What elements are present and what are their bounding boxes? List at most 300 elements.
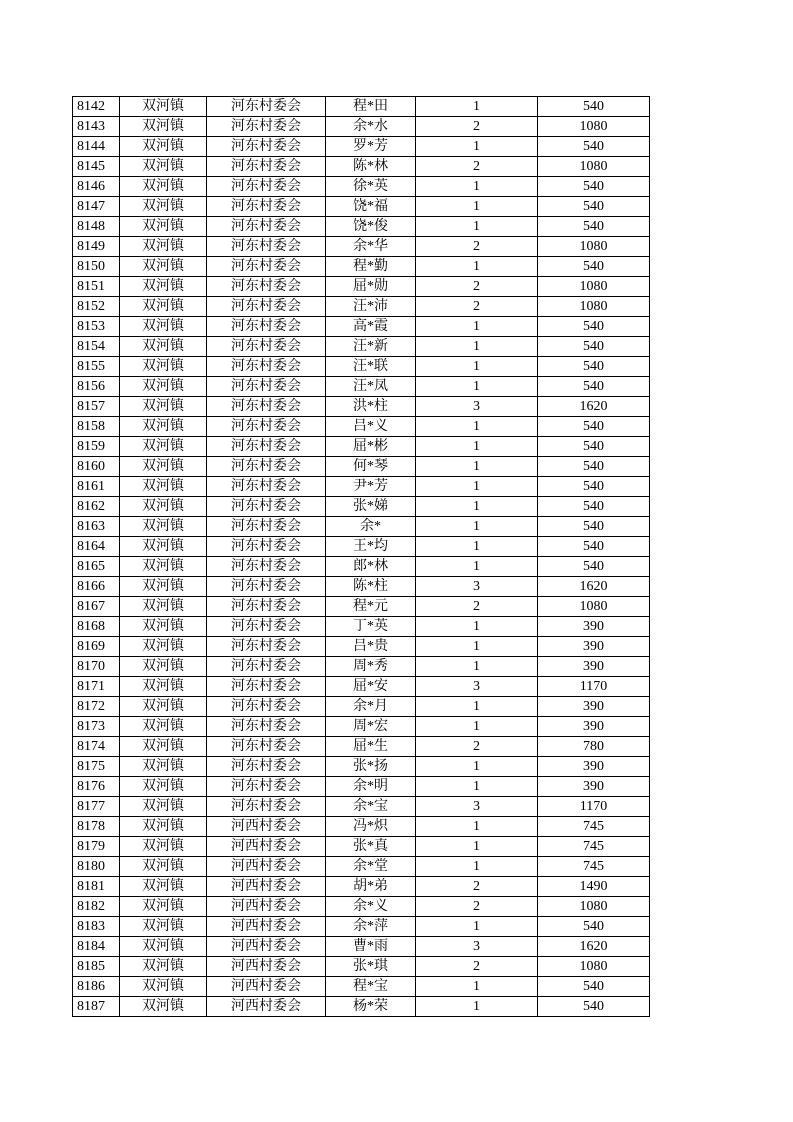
table-row (73, 677, 650, 697)
cell-village-committee: 河东村委会 (207, 537, 326, 557)
cell-town: 双河镇 (120, 837, 207, 857)
cell-town: 双河镇 (120, 857, 207, 877)
cell-count: 2 (416, 597, 538, 617)
cell-row-number: 8175 (73, 757, 120, 777)
cell-person-name: 汪*凤 (326, 377, 416, 397)
cell-count: 1 (416, 717, 538, 737)
cell-village-committee: 河东村委会 (207, 737, 326, 757)
cell-person-name: 屈*安 (326, 677, 416, 697)
table-row (73, 217, 650, 237)
cell-row-number: 8156 (73, 377, 120, 397)
cell-count: 1 (416, 97, 538, 117)
cell-town: 双河镇 (120, 97, 207, 117)
table-row (73, 697, 650, 717)
table-body (73, 97, 650, 1017)
cell-row-number: 8178 (73, 817, 120, 837)
cell-row-number: 8185 (73, 957, 120, 977)
cell-town: 双河镇 (120, 737, 207, 757)
cell-village-committee: 河东村委会 (207, 477, 326, 497)
cell-village-committee: 河东村委会 (207, 757, 326, 777)
cell-village-committee: 河东村委会 (207, 337, 326, 357)
cell-village-committee: 河东村委会 (207, 257, 326, 277)
cell-count: 2 (416, 237, 538, 257)
cell-amount: 1620 (538, 577, 650, 597)
cell-person-name: 尹*芳 (326, 477, 416, 497)
cell-amount: 1080 (538, 297, 650, 317)
cell-row-number: 8174 (73, 737, 120, 757)
cell-count: 1 (416, 457, 538, 477)
cell-town: 双河镇 (120, 457, 207, 477)
table-row (73, 597, 650, 617)
table-row (73, 277, 650, 297)
cell-town: 双河镇 (120, 997, 207, 1017)
cell-count: 2 (416, 117, 538, 137)
table-row (73, 297, 650, 317)
cell-count: 2 (416, 277, 538, 297)
table-row (73, 357, 650, 377)
cell-village-committee: 河西村委会 (207, 957, 326, 977)
cell-count: 1 (416, 657, 538, 677)
cell-count: 1 (416, 497, 538, 517)
cell-amount: 540 (538, 217, 650, 237)
cell-amount: 390 (538, 637, 650, 657)
cell-amount: 1170 (538, 797, 650, 817)
table-row (73, 197, 650, 217)
cell-count: 1 (416, 477, 538, 497)
cell-amount: 540 (538, 497, 650, 517)
cell-row-number: 8146 (73, 177, 120, 197)
cell-row-number: 8157 (73, 397, 120, 417)
cell-village-committee: 河东村委会 (207, 517, 326, 537)
cell-count: 1 (416, 757, 538, 777)
cell-row-number: 8179 (73, 837, 120, 857)
table-row (73, 777, 650, 797)
cell-town: 双河镇 (120, 197, 207, 217)
cell-count: 1 (416, 337, 538, 357)
cell-village-committee: 河西村委会 (207, 837, 326, 857)
cell-town: 双河镇 (120, 517, 207, 537)
cell-town: 双河镇 (120, 817, 207, 837)
table-row (73, 757, 650, 777)
cell-row-number: 8168 (73, 617, 120, 637)
table-row (73, 377, 650, 397)
cell-count: 1 (416, 357, 538, 377)
cell-row-number: 8147 (73, 197, 120, 217)
cell-amount: 540 (538, 417, 650, 437)
cell-count: 1 (416, 177, 538, 197)
cell-amount: 540 (538, 257, 650, 277)
cell-town: 双河镇 (120, 497, 207, 517)
cell-village-committee: 河东村委会 (207, 217, 326, 237)
cell-row-number: 8155 (73, 357, 120, 377)
cell-village-committee: 河东村委会 (207, 677, 326, 697)
cell-count: 1 (416, 537, 538, 557)
cell-count: 2 (416, 157, 538, 177)
cell-count: 1 (416, 197, 538, 217)
cell-village-committee: 河西村委会 (207, 897, 326, 917)
cell-village-committee: 河东村委会 (207, 237, 326, 257)
cell-village-committee: 河东村委会 (207, 697, 326, 717)
cell-row-number: 8148 (73, 217, 120, 237)
table-row (73, 517, 650, 537)
cell-village-committee: 河东村委会 (207, 157, 326, 177)
cell-town: 双河镇 (120, 337, 207, 357)
table-row (73, 657, 650, 677)
cell-person-name: 胡*弟 (326, 877, 416, 897)
cell-town: 双河镇 (120, 577, 207, 597)
table-row (73, 237, 650, 257)
cell-town: 双河镇 (120, 677, 207, 697)
cell-count: 1 (416, 517, 538, 537)
cell-person-name: 徐*英 (326, 177, 416, 197)
cell-village-committee: 河东村委会 (207, 357, 326, 377)
cell-town: 双河镇 (120, 977, 207, 997)
table-row (73, 117, 650, 137)
cell-row-number: 8151 (73, 277, 120, 297)
cell-row-number: 8158 (73, 417, 120, 437)
cell-town: 双河镇 (120, 297, 207, 317)
cell-person-name: 汪*新 (326, 337, 416, 357)
table-row (73, 937, 650, 957)
cell-village-committee: 河东村委会 (207, 637, 326, 657)
cell-row-number: 8152 (73, 297, 120, 317)
cell-row-number: 8162 (73, 497, 120, 517)
table-row (73, 97, 650, 117)
cell-amount: 1080 (538, 277, 650, 297)
table-row (73, 557, 650, 577)
cell-amount: 540 (538, 517, 650, 537)
cell-town: 双河镇 (120, 417, 207, 437)
cell-count: 1 (416, 437, 538, 457)
cell-town: 双河镇 (120, 657, 207, 677)
cell-amount: 390 (538, 777, 650, 797)
table-row (73, 337, 650, 357)
cell-amount: 390 (538, 617, 650, 637)
table-row (73, 537, 650, 557)
cell-person-name: 陈*柱 (326, 577, 416, 597)
cell-village-committee: 河东村委会 (207, 657, 326, 677)
cell-row-number: 8186 (73, 977, 120, 997)
cell-person-name: 张*真 (326, 837, 416, 857)
cell-count: 1 (416, 837, 538, 857)
cell-person-name: 余*义 (326, 897, 416, 917)
cell-village-committee: 河东村委会 (207, 397, 326, 417)
cell-row-number: 8173 (73, 717, 120, 737)
cell-person-name: 汪*沛 (326, 297, 416, 317)
cell-village-committee: 河东村委会 (207, 717, 326, 737)
cell-village-committee: 河东村委会 (207, 297, 326, 317)
cell-amount: 1170 (538, 677, 650, 697)
cell-amount: 540 (538, 377, 650, 397)
cell-town: 双河镇 (120, 177, 207, 197)
cell-town: 双河镇 (120, 937, 207, 957)
cell-row-number: 8144 (73, 137, 120, 157)
cell-count: 3 (416, 797, 538, 817)
cell-row-number: 8167 (73, 597, 120, 617)
cell-count: 1 (416, 697, 538, 717)
cell-row-number: 8181 (73, 877, 120, 897)
cell-town: 双河镇 (120, 637, 207, 657)
cell-person-name: 屈*生 (326, 737, 416, 757)
cell-row-number: 8183 (73, 917, 120, 937)
table-row (73, 157, 650, 177)
table-row (73, 617, 650, 637)
cell-person-name: 程*元 (326, 597, 416, 617)
cell-row-number: 8145 (73, 157, 120, 177)
cell-village-committee: 河东村委会 (207, 97, 326, 117)
cell-town: 双河镇 (120, 437, 207, 457)
cell-count: 1 (416, 997, 538, 1017)
table-row (73, 737, 650, 757)
cell-row-number: 8143 (73, 117, 120, 137)
table-row (73, 797, 650, 817)
cell-amount: 390 (538, 697, 650, 717)
cell-count: 3 (416, 397, 538, 417)
cell-person-name: 吕*义 (326, 417, 416, 437)
cell-person-name: 张*娣 (326, 497, 416, 517)
cell-amount: 540 (538, 477, 650, 497)
cell-row-number: 8187 (73, 997, 120, 1017)
cell-count: 1 (416, 377, 538, 397)
table-row (73, 397, 650, 417)
cell-count: 1 (416, 917, 538, 937)
table-row (73, 257, 650, 277)
cell-amount: 390 (538, 657, 650, 677)
table-row (73, 917, 650, 937)
cell-person-name: 汪*联 (326, 357, 416, 377)
cell-person-name: 陈*林 (326, 157, 416, 177)
cell-amount: 390 (538, 757, 650, 777)
cell-person-name: 周*宏 (326, 717, 416, 737)
cell-count: 2 (416, 957, 538, 977)
cell-row-number: 8159 (73, 437, 120, 457)
cell-row-number: 8160 (73, 457, 120, 477)
cell-person-name: 高*霞 (326, 317, 416, 337)
cell-amount: 1080 (538, 157, 650, 177)
table-row (73, 497, 650, 517)
cell-row-number: 8163 (73, 517, 120, 537)
cell-village-committee: 河东村委会 (207, 137, 326, 157)
cell-person-name: 丁*英 (326, 617, 416, 637)
cell-amount: 745 (538, 857, 650, 877)
cell-town: 双河镇 (120, 617, 207, 637)
cell-amount: 1080 (538, 897, 650, 917)
cell-town: 双河镇 (120, 917, 207, 937)
cell-row-number: 8166 (73, 577, 120, 597)
cell-person-name: 饶*福 (326, 197, 416, 217)
cell-person-name: 程*田 (326, 97, 416, 117)
cell-amount: 1080 (538, 957, 650, 977)
cell-town: 双河镇 (120, 797, 207, 817)
cell-amount: 390 (538, 717, 650, 737)
cell-row-number: 8165 (73, 557, 120, 577)
table-row (73, 897, 650, 917)
cell-person-name: 曹*雨 (326, 937, 416, 957)
cell-village-committee: 河西村委会 (207, 857, 326, 877)
cell-village-committee: 河东村委会 (207, 417, 326, 437)
cell-amount: 540 (538, 97, 650, 117)
cell-village-committee: 河东村委会 (207, 557, 326, 577)
table-row (73, 477, 650, 497)
cell-village-committee: 河东村委会 (207, 797, 326, 817)
cell-person-name: 吕*贵 (326, 637, 416, 657)
cell-village-committee: 河东村委会 (207, 117, 326, 137)
cell-person-name: 程*勤 (326, 257, 416, 277)
table-row (73, 997, 650, 1017)
table-row (73, 877, 650, 897)
cell-amount: 745 (538, 837, 650, 857)
table-row (73, 437, 650, 457)
cell-town: 双河镇 (120, 157, 207, 177)
cell-count: 2 (416, 297, 538, 317)
cell-town: 双河镇 (120, 697, 207, 717)
cell-count: 3 (416, 577, 538, 597)
cell-person-name: 余* (326, 517, 416, 537)
cell-row-number: 8172 (73, 697, 120, 717)
cell-amount: 1080 (538, 597, 650, 617)
cell-town: 双河镇 (120, 717, 207, 737)
cell-town: 双河镇 (120, 957, 207, 977)
cell-village-committee: 河西村委会 (207, 917, 326, 937)
cell-town: 双河镇 (120, 877, 207, 897)
cell-count: 1 (416, 637, 538, 657)
cell-person-name: 余*堂 (326, 857, 416, 877)
cell-village-committee: 河东村委会 (207, 277, 326, 297)
cell-row-number: 8149 (73, 237, 120, 257)
table-row (73, 417, 650, 437)
cell-count: 3 (416, 937, 538, 957)
cell-amount: 745 (538, 817, 650, 837)
cell-person-name: 余*萍 (326, 917, 416, 937)
cell-person-name: 余*月 (326, 697, 416, 717)
cell-village-committee: 河西村委会 (207, 977, 326, 997)
cell-person-name: 王*均 (326, 537, 416, 557)
cell-count: 1 (416, 617, 538, 637)
cell-village-committee: 河东村委会 (207, 377, 326, 397)
cell-row-number: 8180 (73, 857, 120, 877)
cell-row-number: 8142 (73, 97, 120, 117)
cell-amount: 1080 (538, 237, 650, 257)
cell-amount: 540 (538, 177, 650, 197)
cell-count: 1 (416, 217, 538, 237)
table-row (73, 457, 650, 477)
cell-row-number: 8153 (73, 317, 120, 337)
cell-count: 1 (416, 857, 538, 877)
cell-person-name: 余*明 (326, 777, 416, 797)
cell-amount: 540 (538, 917, 650, 937)
cell-row-number: 8164 (73, 537, 120, 557)
cell-town: 双河镇 (120, 217, 207, 237)
cell-amount: 1490 (538, 877, 650, 897)
cell-village-committee: 河东村委会 (207, 177, 326, 197)
cell-village-committee: 河东村委会 (207, 457, 326, 477)
cell-count: 2 (416, 737, 538, 757)
cell-row-number: 8170 (73, 657, 120, 677)
cell-person-name: 冯*炽 (326, 817, 416, 837)
cell-amount: 1620 (538, 937, 650, 957)
cell-village-committee: 河西村委会 (207, 877, 326, 897)
cell-person-name: 周*秀 (326, 657, 416, 677)
cell-count: 1 (416, 257, 538, 277)
cell-village-committee: 河西村委会 (207, 937, 326, 957)
cell-count: 2 (416, 897, 538, 917)
cell-count: 2 (416, 877, 538, 897)
cell-person-name: 程*宝 (326, 977, 416, 997)
cell-town: 双河镇 (120, 477, 207, 497)
cell-count: 1 (416, 417, 538, 437)
table-row (73, 577, 650, 597)
cell-amount: 540 (538, 537, 650, 557)
cell-count: 1 (416, 817, 538, 837)
cell-person-name: 何*琴 (326, 457, 416, 477)
cell-village-committee: 河东村委会 (207, 197, 326, 217)
cell-village-committee: 河东村委会 (207, 597, 326, 617)
cell-person-name: 余*宝 (326, 797, 416, 817)
cell-village-committee: 河东村委会 (207, 617, 326, 637)
cell-village-committee: 河西村委会 (207, 817, 326, 837)
cell-town: 双河镇 (120, 357, 207, 377)
cell-town: 双河镇 (120, 277, 207, 297)
cell-village-committee: 河西村委会 (207, 997, 326, 1017)
cell-person-name: 张*扬 (326, 757, 416, 777)
cell-person-name: 余*华 (326, 237, 416, 257)
cell-town: 双河镇 (120, 317, 207, 337)
data-table (72, 96, 650, 1017)
cell-count: 1 (416, 777, 538, 797)
cell-town: 双河镇 (120, 237, 207, 257)
table-row (73, 637, 650, 657)
cell-amount: 780 (538, 737, 650, 757)
cell-count: 1 (416, 557, 538, 577)
cell-town: 双河镇 (120, 117, 207, 137)
cell-row-number: 8171 (73, 677, 120, 697)
table-row (73, 977, 650, 997)
cell-amount: 540 (538, 357, 650, 377)
cell-amount: 540 (538, 337, 650, 357)
cell-row-number: 8169 (73, 637, 120, 657)
cell-village-committee: 河东村委会 (207, 497, 326, 517)
table-row (73, 957, 650, 977)
table-row (73, 137, 650, 157)
cell-village-committee: 河东村委会 (207, 317, 326, 337)
cell-town: 双河镇 (120, 137, 207, 157)
cell-person-name: 屈*勋 (326, 277, 416, 297)
cell-person-name: 罗*芳 (326, 137, 416, 157)
cell-count: 1 (416, 317, 538, 337)
cell-count: 3 (416, 677, 538, 697)
cell-village-committee: 河东村委会 (207, 577, 326, 597)
cell-amount: 540 (538, 997, 650, 1017)
cell-row-number: 8184 (73, 937, 120, 957)
cell-person-name: 洪*柱 (326, 397, 416, 417)
cell-amount: 540 (538, 317, 650, 337)
cell-person-name: 饶*俊 (326, 217, 416, 237)
cell-row-number: 8154 (73, 337, 120, 357)
cell-amount: 540 (538, 137, 650, 157)
cell-amount: 540 (538, 557, 650, 577)
cell-row-number: 8182 (73, 897, 120, 917)
cell-town: 双河镇 (120, 257, 207, 277)
cell-town: 双河镇 (120, 777, 207, 797)
cell-amount: 540 (538, 437, 650, 457)
table-row (73, 317, 650, 337)
cell-town: 双河镇 (120, 897, 207, 917)
table-row (73, 717, 650, 737)
table-row (73, 817, 650, 837)
table-row (73, 177, 650, 197)
cell-village-committee: 河东村委会 (207, 777, 326, 797)
table-row (73, 837, 650, 857)
